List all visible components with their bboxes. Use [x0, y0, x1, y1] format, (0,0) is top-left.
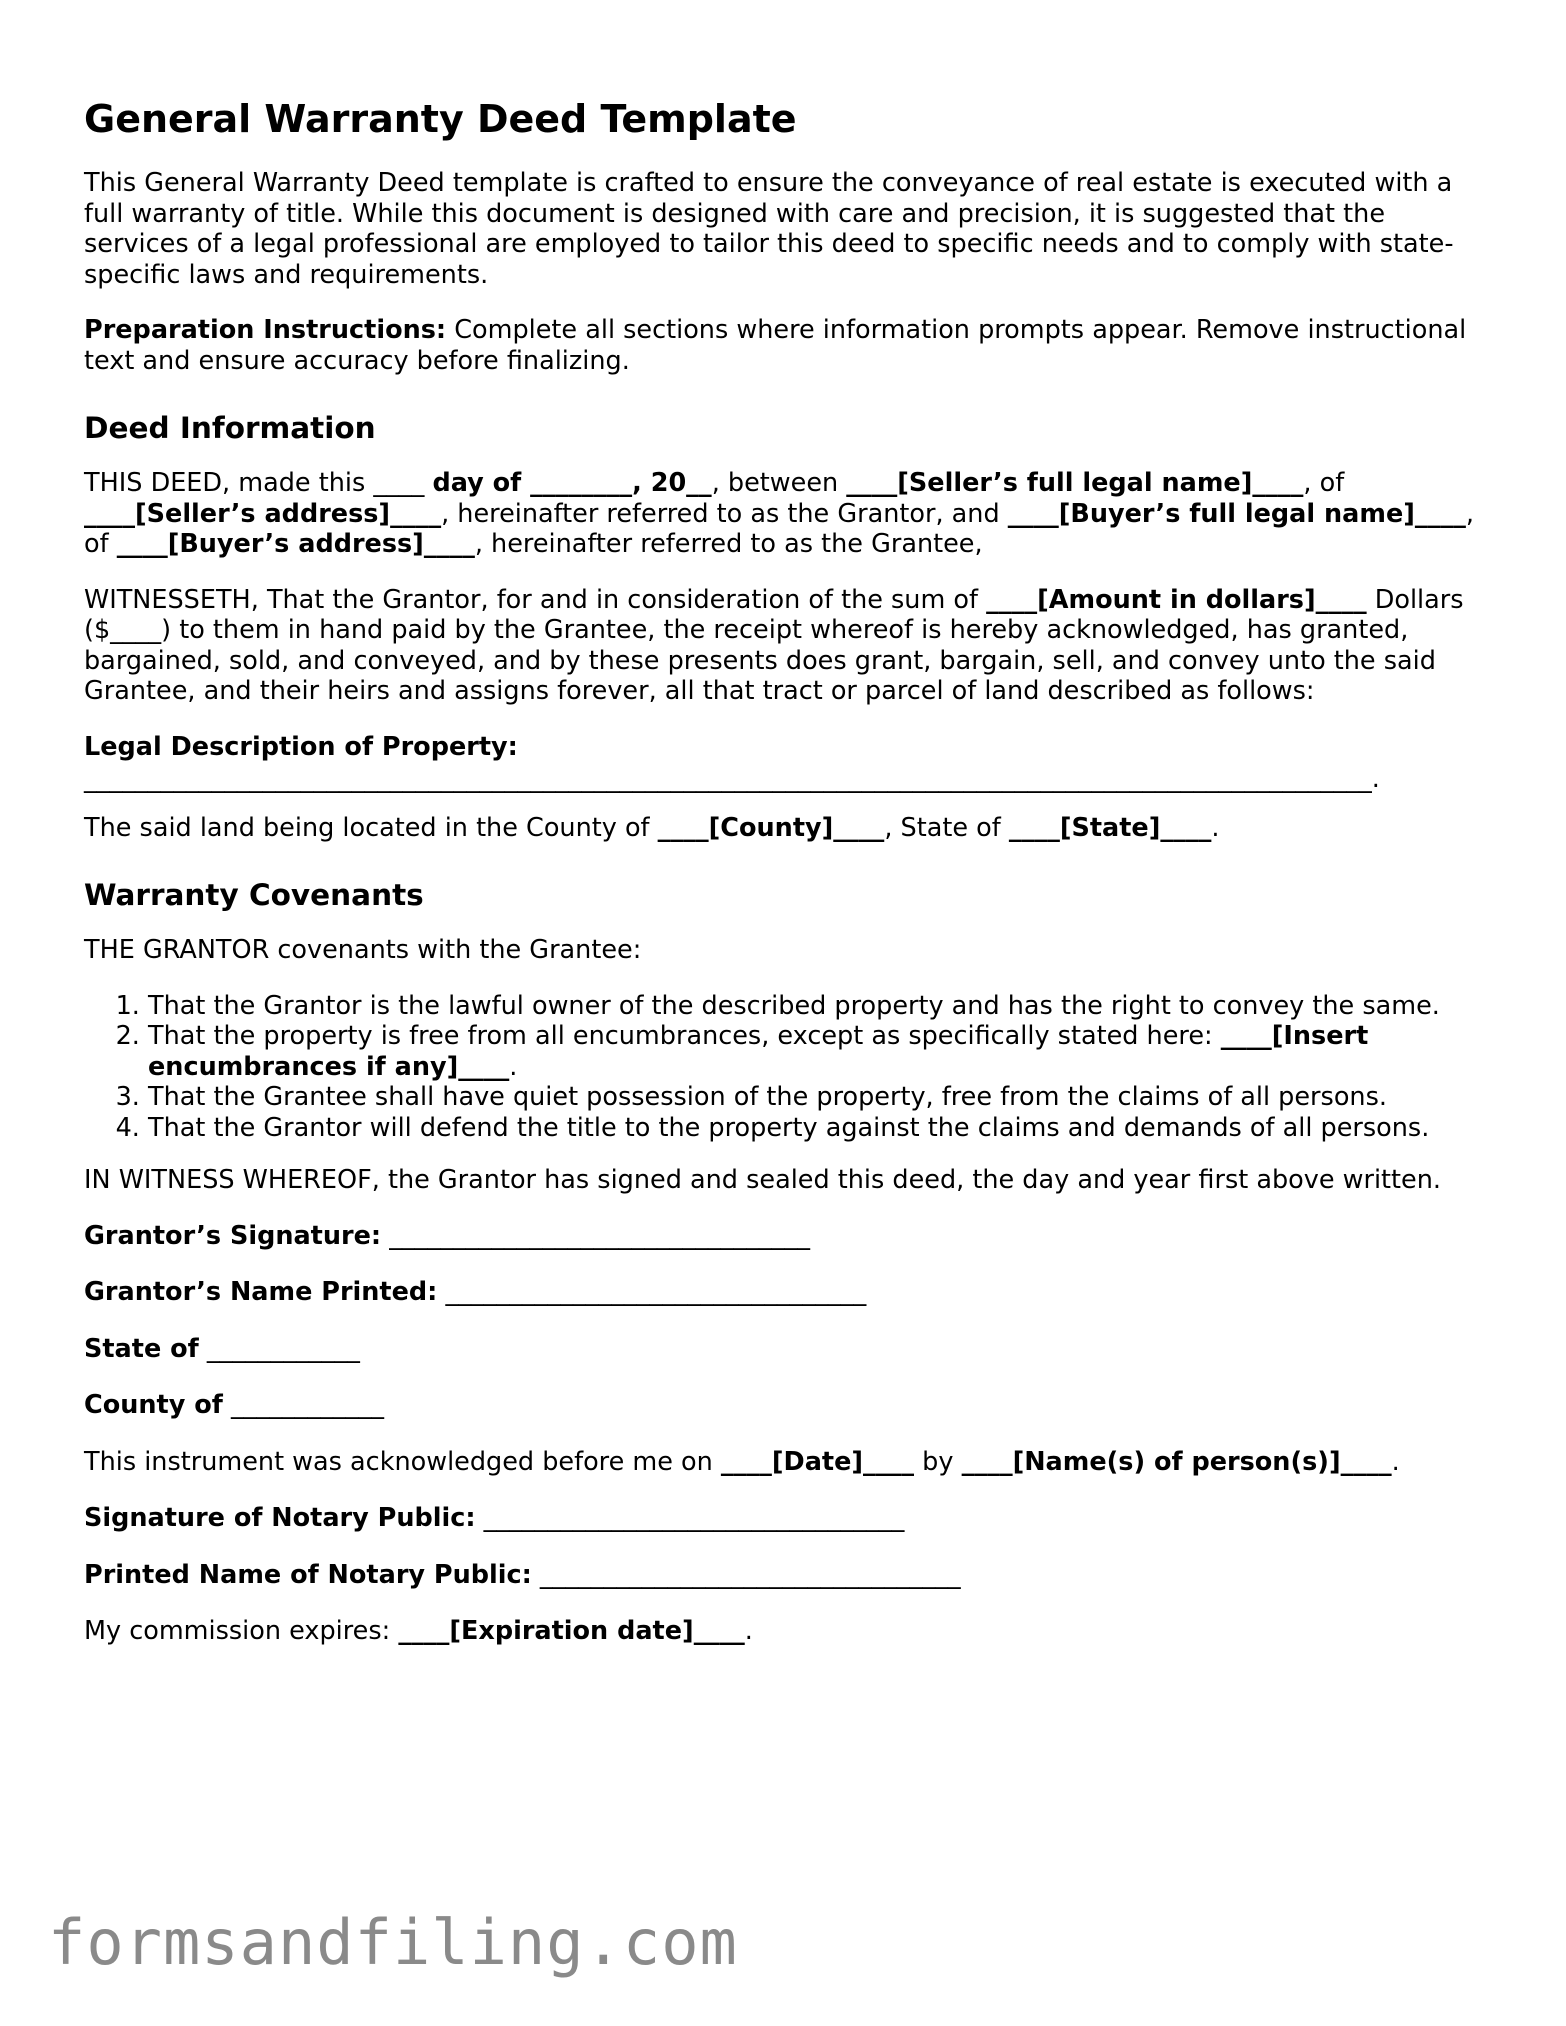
notary-name-line — [84, 1560, 1484, 1591]
document-page — [84, 96, 1484, 1673]
county-placeholder: ____[County]____ — [657, 812, 885, 843]
text-segment: That the property is free from all encumbrances, except as specifically stated here: — [148, 1021, 1221, 1051]
buyer-address-placeholder: ____[Buyer’s address]____ — [116, 529, 475, 559]
expiration-date-placeholder: ____[Expiration date]____ — [398, 1616, 745, 1646]
grantor-name-line — [84, 1277, 1484, 1308]
text-segment: , hereinafter referred to as the Grantee, — [474, 529, 983, 559]
seller-address-placeholder: ____[Seller’s address]____ — [84, 498, 442, 529]
text-segment: , of — [1303, 468, 1345, 498]
list-item: 4. That the Grantor will defend the title to the property against the claims and demands of all persons. — [148, 1113, 1484, 1144]
text-segment: Dollars ($____) to them in hand paid by the Grantee, the receipt whereof is hereby acknowledged, has granted, bargained, sold, and conveyed, and by these presents does grant, bargain, sell, and convey unto the said Grantee, and their heirs and assigns forever, all that tract or parcel of land described as follows: — [84, 584, 1464, 706]
ack-persons-placeholder: ____[Name(s) of person(s)]____ — [961, 1446, 1392, 1477]
encumbrances-placeholder: ____[Insert encumbrances if any]____ — [148, 1021, 1369, 1082]
witness-whereof-paragraph: IN WITNESS WHEREOF, the Grantor has signed and sealed this deed, the day and year first above written. — [84, 1165, 1442, 1195]
location-paragraph — [84, 813, 1484, 844]
text-segment: . — [744, 1616, 753, 1646]
county-line — [84, 1390, 1484, 1421]
state-label: State of — [84, 1333, 199, 1364]
list-item: 3. That the Grantee shall have quiet possession of the property, free from the claims of all persons. — [148, 1082, 1484, 1113]
text-segment: WITNESSETH, That the Grantor, for and in consideration of the sum of — [84, 584, 987, 615]
warranty-covenants-heading: Warranty Covenants — [84, 878, 424, 912]
covenants-intro: THE GRANTOR covenants with the Grantee: — [84, 935, 642, 965]
notary-name-label: Printed Name of Notary Public: — [84, 1559, 532, 1590]
county-label: County of — [84, 1390, 223, 1420]
legal-description-line: _____________________________________________________________________________________________________. — [84, 764, 1380, 794]
text-segment: THIS DEED, made this ____ — [84, 468, 433, 498]
name-blank: _________________________________ — [437, 1277, 867, 1307]
signature-blank: _________________________________ — [475, 1503, 905, 1533]
deed-parties-paragraph — [84, 468, 1484, 560]
text-segment: . — [1211, 812, 1220, 843]
witnesseth-paragraph — [84, 585, 1484, 707]
state-placeholder: ____[State]____ — [1008, 812, 1212, 843]
text-segment: by — [914, 1446, 962, 1477]
watermark: formsandfiling.com — [48, 1906, 738, 1979]
text-segment: My commission expires: — [84, 1616, 399, 1646]
notary-signature-label: Signature of Notary Public: — [84, 1503, 476, 1533]
acknowledgement-paragraph — [84, 1447, 1484, 1478]
text-segment: , hereinafter referred to as the Grantor, and — [441, 498, 1008, 529]
county-blank: ____________ — [222, 1390, 384, 1420]
text-segment: This instrument was acknowledged before me on — [84, 1446, 721, 1477]
text-segment: . — [509, 1051, 518, 1082]
intro-paragraph: This General Warranty Deed template is crafted to ensure the conveyance of real estate is executed with a full warranty of title. While this document is designed with care and precision, it is suggested that the services of a legal professional are employed to tailor this deed to specific needs and to comply with state-specific laws and requirements. — [84, 168, 1454, 290]
page-title: General Warranty Deed Template — [84, 97, 797, 141]
date-placeholder: day of ________, 20__ — [432, 468, 712, 498]
commission-expires-line — [84, 1616, 1484, 1647]
text-segment: . — [1391, 1446, 1400, 1477]
deed-information-heading: Deed Information — [84, 411, 376, 445]
buyer-name-placeholder: ____[Buyer’s full legal name]____ — [1007, 498, 1466, 529]
legal-description-label — [84, 732, 1484, 763]
preparation-instructions — [84, 315, 1484, 376]
grantor-name-label: Grantor’s Name Printed: — [84, 1277, 438, 1307]
list-item: 1. That the Grantor is the lawful owner of the described property and has the right to convey the same. — [148, 991, 1484, 1022]
signature-blank: _________________________________ — [381, 1220, 810, 1251]
notary-signature-line — [84, 1503, 1484, 1534]
amount-placeholder: ____[Amount in dollars]____ — [986, 584, 1367, 615]
grantor-signature-label: Grantor’s Signature: — [84, 1220, 382, 1251]
text-segment: , of — [84, 498, 1474, 559]
name-blank: _________________________________ — [531, 1559, 961, 1590]
prep-text: Complete all sections where information prompts appear. Remove instructional text and ensure accuracy before finalizing. — [84, 315, 1467, 376]
state-line — [84, 1334, 1484, 1365]
grantor-signature-line — [84, 1221, 1484, 1252]
legal-description-label-text: Legal Description of Property: — [84, 731, 518, 762]
text-segment: , between — [711, 468, 847, 498]
text-segment: , State of — [884, 812, 1009, 843]
list-item — [148, 1021, 1484, 1082]
seller-name-placeholder: ____[Seller’s full legal name]____ — [846, 468, 1304, 498]
ack-date-placeholder: ____[Date]____ — [720, 1446, 915, 1477]
covenants-list — [84, 991, 1484, 1144]
prep-label: Preparation Instructions: — [84, 315, 447, 345]
text-segment: The said land being located in the County of — [84, 812, 658, 843]
state-blank: ____________ — [198, 1333, 360, 1364]
